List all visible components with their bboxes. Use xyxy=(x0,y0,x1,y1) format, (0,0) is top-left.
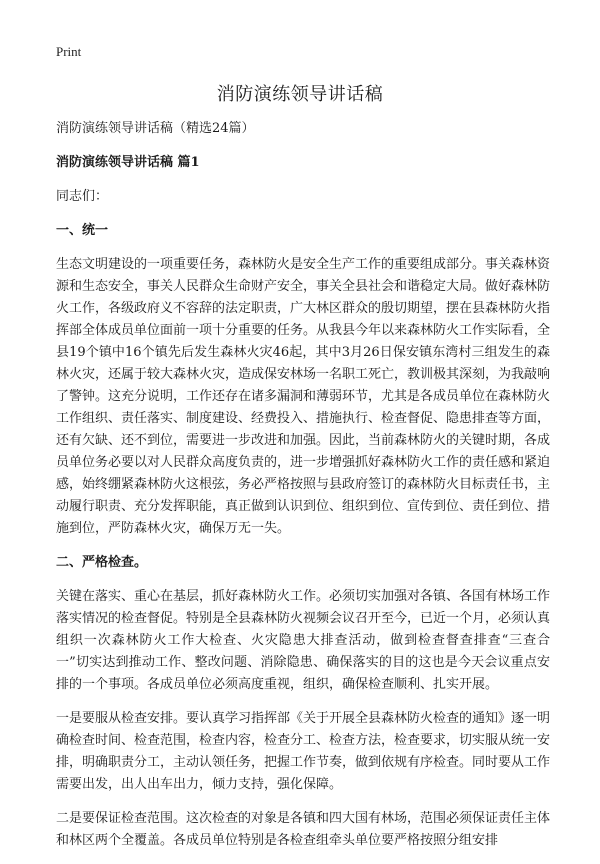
heading-strict-inspection: 二、严格检查。 xyxy=(56,555,148,570)
paragraph-4: 二是要保证检查范围。这次检查的对象是各镇和四大国有林场，范围必须保证责任主体和林区两个全覆盖。各成员单位特别是各检查组牵头单位要严格按照分组安排 xyxy=(56,811,551,848)
paragraph-2: 关键在落实、重心在基层，抓好森林防火工作。必须切实加强对各镇、各国有林场工作落实情况的检查督促。特别是全县森林防火视频会议召开至今，已近一个月，必须认真组织一次森林防火工作大检查、火灾隐患大排查活动，做到检查督查排查“三查合一”切实达到推动工作、整改问题、消除隐患、确保落实的目的这也是今天会议重点安排的一个事项。各成员单位必须高度重视，组织，确保检查顺利、扎实开展。 xyxy=(56,589,551,692)
document-subtitle: 消防演练领导讲话稿（精选24篇） xyxy=(56,121,255,136)
page-title: 消防演练领导讲话稿 xyxy=(216,84,384,105)
print-link[interactable]: Print xyxy=(56,44,82,59)
paragraph-3: 一是要服从检查安排。要认真学习指挥部《关于开展全县森林防火检查的通知》逐一明确检查时间、检查范围，检查内容，检查分工、检查方法，检查要求，切实服从统一安排，明确职责分工，主动认领任务，把握工作节奏，做到依规有序检查。同时要从工作需要出发，出人出车出力，倾力支持，强化保障。 xyxy=(56,711,551,792)
document-body xyxy=(56,118,550,864)
section-title: 消防演练领导讲话稿 篇1 xyxy=(56,155,200,170)
salutation: 同志们： xyxy=(56,189,109,204)
paragraph-1: 生态文明建设的一项重要任务，森林防火是安全生产工作的重要组成部分。事关森林资源和生态安全，事关人民群众生命财产安全，事关全县社会和谐稳定大局。做好森林防火工作，各级政府义不容辞的法定职责，广大林区群众的殷切期望，摆在县森林防火指挥部全体成员单位面前一项十分重要的任务。从我县今年以来森林防火工作实际看，全县19个镇中16个镇先后发生森林火灾46起，其中3月26日保安镇东湾村三组发生的森林火灾，还属于较大森林火灾，造成保安林场一名职工死亡，教训极其深刻，为我敲响了警钟。这充分说明，工作还存在诸多漏洞和薄弱环节，尤其是各成员单位在森林防火工作组织、责任落实、制度建设、经费投入、措施执行、检查督促、隐患排查等方面，还有欠缺、还不到位，需要进一步改进和加强。因此，当前森林防火的关键时期，各成员单位务必要以对人民群众高度负责的，进一步增强抓好森林防火工作的责任感和紧迫感，始终绷紧森林防火这根弦，务必严格按照与县政府签订的森林防火目标责任书，主动履行职责、充分发挥职能，真正做到认识到位、组织到位、宣传到位、责任到位、措施到位，严防森林火灾，确保万无一失。 xyxy=(56,257,551,536)
heading-unify: 一、统一 xyxy=(56,223,109,238)
